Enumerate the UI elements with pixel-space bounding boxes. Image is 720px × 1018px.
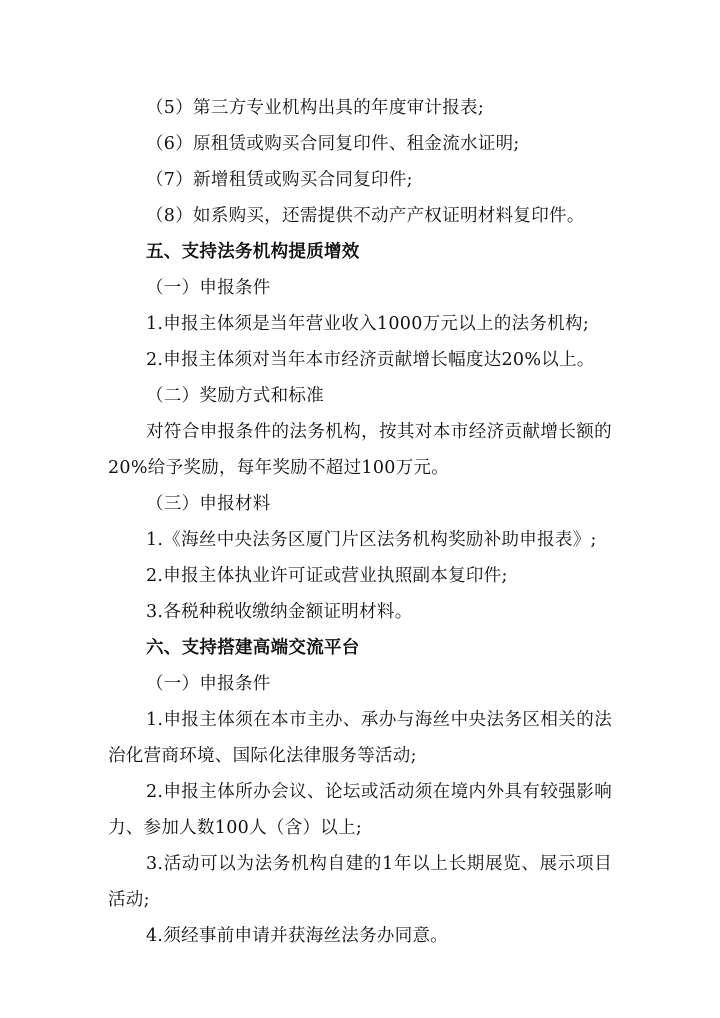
list-item: （5）第三方专业机构出具的年度审计报表; [146, 98, 485, 118]
paragraph-line: 2.申报主体所办会议、论坛或活动须在境内外具有较强影响 [146, 782, 612, 802]
list-item: 3.各税种税收缴纳金额证明材料。 [146, 602, 413, 622]
paragraph-line: 活动; [108, 890, 150, 910]
list-item: 2.申报主体须对当年本市经济贡献增长幅度达20%以上。 [146, 350, 595, 370]
list-item: 2.申报主体执业许可证或营业执照副本复印件; [146, 566, 508, 586]
paragraph-line: 20%给予奖励，每年奖励不超过100万元。 [108, 458, 450, 478]
list-item: （8）如系购买，还需提供不动产产权证明材料复印件。 [146, 206, 585, 226]
subsection-heading: （一）申报条件 [146, 674, 271, 694]
section-heading: 五、支持法务机构提质增效 [146, 242, 360, 262]
list-item: 1.《海丝中央法务区厦门片区法务机构奖励补助申报表》; [146, 530, 597, 550]
paragraph-line: 治化营商环境、国际化法律服务等活动; [108, 746, 417, 766]
subsection-heading: （一）申报条件 [146, 278, 271, 298]
list-item: （7）新增租赁或购买合同复印件; [146, 170, 413, 190]
paragraph-line: 对符合申报条件的法务机构，按其对本市经济贡献增长额的 [146, 422, 612, 442]
subsection-heading: （二）奖励方式和标准 [146, 386, 324, 406]
paragraph-line: 1.申报主体须在本市主办、承办与海丝中央法务区相关的法 [146, 710, 612, 730]
list-item: 1.申报主体须是当年营业收入1000万元以上的法务机构; [146, 314, 590, 334]
list-item: （6）原租赁或购买合同复印件、租金流水证明; [146, 134, 520, 154]
list-item: 4.须经事前申请并获海丝法务办同意。 [146, 926, 449, 946]
paragraph-line: 力、参加人数100人（含）以上; [108, 818, 363, 838]
section-heading: 六、支持搭建高端交流平台 [146, 638, 360, 658]
subsection-heading: （三）申报材料 [146, 494, 271, 514]
paragraph-line: 3.活动可以为法务机构自建的1年以上长期展览、展示项目 [146, 854, 612, 874]
